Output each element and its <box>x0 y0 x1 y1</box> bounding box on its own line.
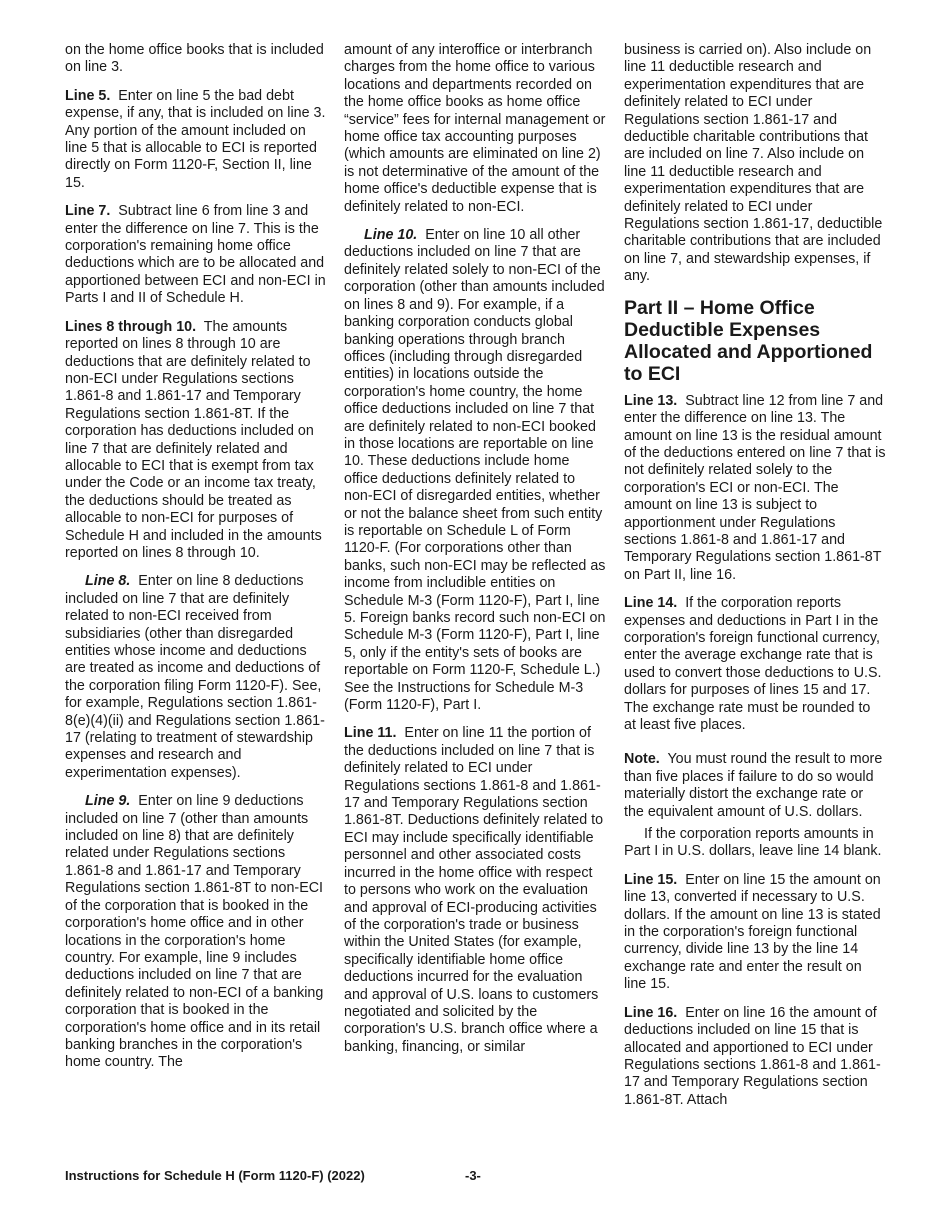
paragraph-line-9 <box>65 793 327 1072</box>
paragraph-line-7 <box>65 203 327 307</box>
lines-8-10-text: The amounts reported on lines 8 through 10 are deductions that are definitely related to non-ECI under Regulations sections 1.861-8 and 1.861-17 and Temporary Regulations section 1.861-8T. If the corporation has deductions included on line 7 that are definitely related and allocable to ECI that is exempt from tax under the Code or an income tax treaty, the deductions should be treated as allocable to non-ECI for purposes of Schedule H and included in the amounts reported on lines 8 through 10. <box>65 318 322 561</box>
line-15-text: Enter on line 15 the amount on line 13, converted if necessary to U.S. dollars. If the amount on line 13 is stated in the corporation's foreign functional currency, divide line 13 by the line 14 exchange rate and enter the result on line 15. <box>624 871 881 993</box>
line-14-text: If the corporation reports expenses and deductions in Part I in the corporation's foreign functional currency, enter the average exchange rate that is used to convert those deductions to U.S. dollars for purposes of lines 15 and 17. The exchange rate must be rounded to at least five places. <box>624 595 882 733</box>
line-14-label: Line 14. <box>624 595 678 612</box>
paragraph-line-16 <box>624 1005 886 1109</box>
paragraph-continuation: business is carried on). Also include on line 11 deductible research and experimentation expenditures that are definitely related to ECI under Regulations section 1.861-17 and deductible charitable contributions that are included on line 7. Also include on line 11 deductible research and experimentation expenditures that are definitely related to ECI under Regulations section 1.861-17, deductible charitable contributions that are included on line 7, and stewardship expenses, if any. <box>624 42 883 285</box>
paragraph-continuation: amount of any interoffice or interbranch charges from the home office to various locations and departments recorded on the home office books as home office “service” fees for internal management or home office tax accounting purposes (which amounts are eliminated on line 2) is not determinative of the amount of the home office's deductible expense that is definitely related to non-ECI. <box>344 42 606 215</box>
page-number: -3- <box>465 1168 481 1183</box>
paragraph-line-5 <box>65 88 327 192</box>
line-13-text: Subtract line 12 from line 7 and enter the difference on line 13. The amount on line 13 is the residual amount of the deductions entered on line 7 that is not definitely related solely to the corporation's ECI or non-ECI. The amount on line 13 is subject to apportionment under Regulations sections 1.861-8 and 1.861-17 and Temporary Regulations section 1.861-8T on Part II, line 16. <box>624 392 886 583</box>
column-2 <box>344 42 606 1067</box>
line-10-label: Line 10. <box>364 227 418 244</box>
column-3 <box>624 42 886 1120</box>
paragraph-note <box>624 751 886 821</box>
line-7-text: Subtract line 6 from line 3 and enter the difference on line 7. This is the corporation's remaining home office deductions which are to be allocated and apportioned between ECI and non-ECI in Parts I and II of Schedule H. <box>65 203 326 307</box>
line-7-label: Line 7. <box>65 203 111 220</box>
line-8-label: Line 8. <box>85 573 131 590</box>
line-11-text: Enter on line 11 the portion of the deductions included on line 7 that is definitely related to ECI under Regulations sections 1.861-8 and 1.861-17 and Temporary Regulations section 1.861-8T. Deductions definitely related to ECI may include specifically identifiable personnel and other associated costs incurred in the home office with respect to persons who work on the evaluation and approval of ECI-producing activities of the corporation's trade or business within the United States (for example, specifically identifiable home office deductions incurred for the evaluation and approval of U.S. loans to customers negotiated and solicited by the corporation's U.S. branch office where a banking, financing, or similar <box>344 725 604 1055</box>
note-text: You must round the result to more than five places if failure to do so would materially distort the exchange rate or the equivalent amount of U.S. dollars. <box>624 751 883 820</box>
line-5-text: Enter on line 5 the bad debt expense, if any, that is included on line 3. Any portion of the amount included on line 5 that is allocable to ECI is reported directly on Form 1120-F, Section II, line 15. <box>65 87 326 191</box>
paragraph-us-dollars: If the corporation reports amounts in Part I in U.S. dollars, leave line 14 blank. <box>624 826 882 860</box>
line-9-text: Enter on line 9 deductions included on line 7 (other than amounts included on line 8) that are definitely related under Regulations sections 1.861-8 and 1.861-17 and Temporary Regulations section 1.861-8T to non-ECI of the corporation that is booked in the corporation's home office and in other locations in the corporation's home country. For example, line 9 includes deductions included on line 7 that are definitely related to non-ECI of a banking corporation that is booked in the corporation's home office and in its retail banking branches in the corporation's home country. The <box>65 793 324 1071</box>
note-label: Note. <box>624 751 660 768</box>
line-16-label: Line 16. <box>624 1004 678 1021</box>
line-15-label: Line 15. <box>624 871 678 888</box>
paragraph-line-14 <box>624 595 886 734</box>
paragraph-line-15 <box>624 872 886 994</box>
line-16-text: Enter on line 16 the amount of deductions included on line 15 that is allocated and apportioned to ECI under Regulations sections 1.861-8 and 1.861-17 and Temporary Regulations section 1.861-8T. Attach <box>624 1004 881 1108</box>
column-1 <box>65 42 327 1083</box>
line-9-label: Line 9. <box>85 793 131 810</box>
part-2-heading: Part II – Home Office Deductible Expenses Allocated and Apportioned to ECI <box>624 296 873 385</box>
footer-title: Instructions for Schedule H (Form 1120-F) (2022) <box>65 1168 365 1183</box>
paragraph-line-11 <box>344 725 606 1056</box>
line-8-text: Enter on line 8 deductions included on line 7 that are definitely related to non-ECI received from subsidiaries (other than disregarded entities whose income and deductions are treated as income and deductions of the corporation filing Form 1120-F). See, for example, Regulations section 1.861-8(e)(4)(ii) and Regulations section 1.861-17 (relating to treatment of stewardship expenses and research and experimentation expenses). <box>65 573 325 781</box>
lines-8-10-label: Lines 8 through 10. <box>65 318 197 335</box>
paragraph-line-13 <box>624 393 886 584</box>
line-11-label: Line 11. <box>344 725 397 742</box>
paragraph-continuation: on the home office books that is included on line 3. <box>65 42 324 76</box>
line-10-text: Enter on line 10 all other deductions included on line 7 that are definitely related solely to non-ECI of the corporation (other than amounts included on lines 8 and 9). For example, if a banking corporation conducts global banking operations through branch offices (including through disregarded entities) in locations outside the corporation's home country, the home office deductions included on line 7 that are definitely related to non-ECI booked in those locations are reportable on line 10. These deductions include home office deductions definitely related to non-ECI of disregarded entities, whether or not the balance sheet from such entity is reportable on Schedule L of Form 1120-F. (For corporations other than banks, such non-ECI may be reflected as income from includible entities on Schedule M-3 (Form 1120-F), Part I, line 5. Foreign banks record such non-ECI on Schedule M-3 (Form 1120-F), Part I, line 5, only if the entity's sets of books are reportable on Form 1120-F, Schedule L.) See the Instructions for Schedule M-3 (Form 1120-F), Part I. <box>344 227 606 714</box>
paragraph-line-10 <box>344 227 606 714</box>
paragraph-lines-8-10 <box>65 319 327 563</box>
line-13-label: Line 13. <box>624 392 678 409</box>
paragraph-line-8 <box>65 573 327 782</box>
line-5-label: Line 5. <box>65 87 111 104</box>
